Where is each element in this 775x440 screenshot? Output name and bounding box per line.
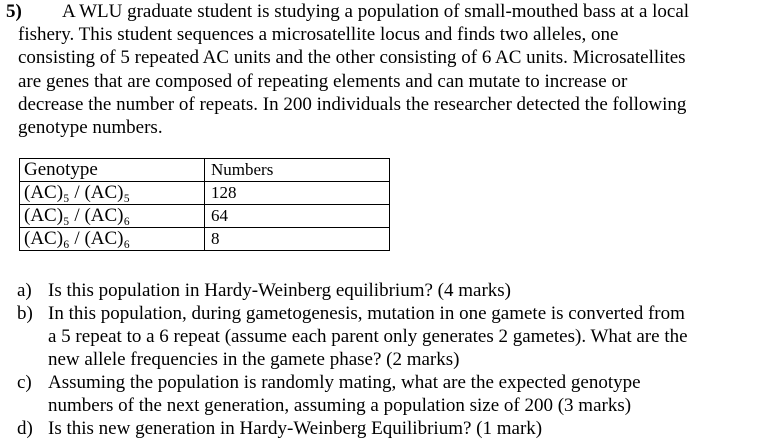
table-header-row — [20, 159, 390, 182]
number-cell: 128 — [205, 182, 390, 205]
subquestion-label: b) — [17, 303, 33, 324]
number-cell: 8 — [205, 228, 390, 251]
subquestion-b — [17, 302, 762, 371]
subquestion-a — [17, 279, 762, 302]
intro-line: are genes that are composed of repeating elements and can mutate to increase or — [18, 70, 628, 92]
subquestion-line: Is this new generation in Hardy-Weinberg Equilibrium? (1 mark) — [48, 418, 543, 439]
table-row — [20, 228, 390, 251]
question-intro — [6, 0, 763, 139]
number-cell: 64 — [205, 205, 390, 228]
column-header-genotype: Genotype — [20, 159, 205, 182]
subquestion-label: c) — [17, 372, 32, 393]
subquestion-line: numbers of the next generation, assuming a population size of 200 (3 marks) — [48, 395, 632, 416]
intro-line: fishery. This student sequences a microsatellite locus and finds two alleles, one — [18, 24, 619, 46]
genotype-table — [19, 158, 390, 251]
subquestion-c — [17, 371, 762, 417]
subquestion-line: Is this population in Hardy-Weinberg equilibrium? (4 marks) — [48, 280, 511, 301]
column-header-numbers: Numbers — [205, 159, 390, 182]
intro-line: A WLU graduate student is studying a population of small-mouthed bass at a local — [62, 1, 690, 22]
subquestion-label: d) — [17, 418, 33, 439]
subquestion-line: Assuming the population is randomly mating, what are the expected genotype — [48, 372, 641, 393]
subquestion-line: a 5 repeat to a 6 repeat (assume each parent only generates 2 gametes). What are the — [48, 326, 688, 347]
question-number: 5) — [6, 1, 22, 22]
intro-line: genotype numbers. — [18, 117, 163, 139]
subquestion-line: In this population, during gametogenesis, mutation in one gamete is converted from — [48, 303, 685, 324]
table-row — [20, 205, 390, 228]
genotype-cell: (AC)₅ / (AC)₆ — [20, 205, 205, 228]
subquestion-list — [17, 279, 762, 440]
subquestion-line: new allele frequencies in the gamete phase? (2 marks) — [48, 349, 460, 370]
subquestion-d — [17, 417, 762, 440]
intro-line: decrease the number of repeats. In 200 individuals the researcher detected the following — [18, 93, 687, 115]
table-row — [20, 182, 390, 205]
genotype-cell: (AC)₆ / (AC)₆ — [20, 228, 205, 251]
genotype-cell: (AC)₅ / (AC)₅ — [20, 182, 205, 205]
subquestion-label: a) — [17, 280, 32, 301]
intro-line: consisting of 5 repeated AC units and the other consisting of 6 AC units. Microsatellites — [18, 47, 686, 69]
